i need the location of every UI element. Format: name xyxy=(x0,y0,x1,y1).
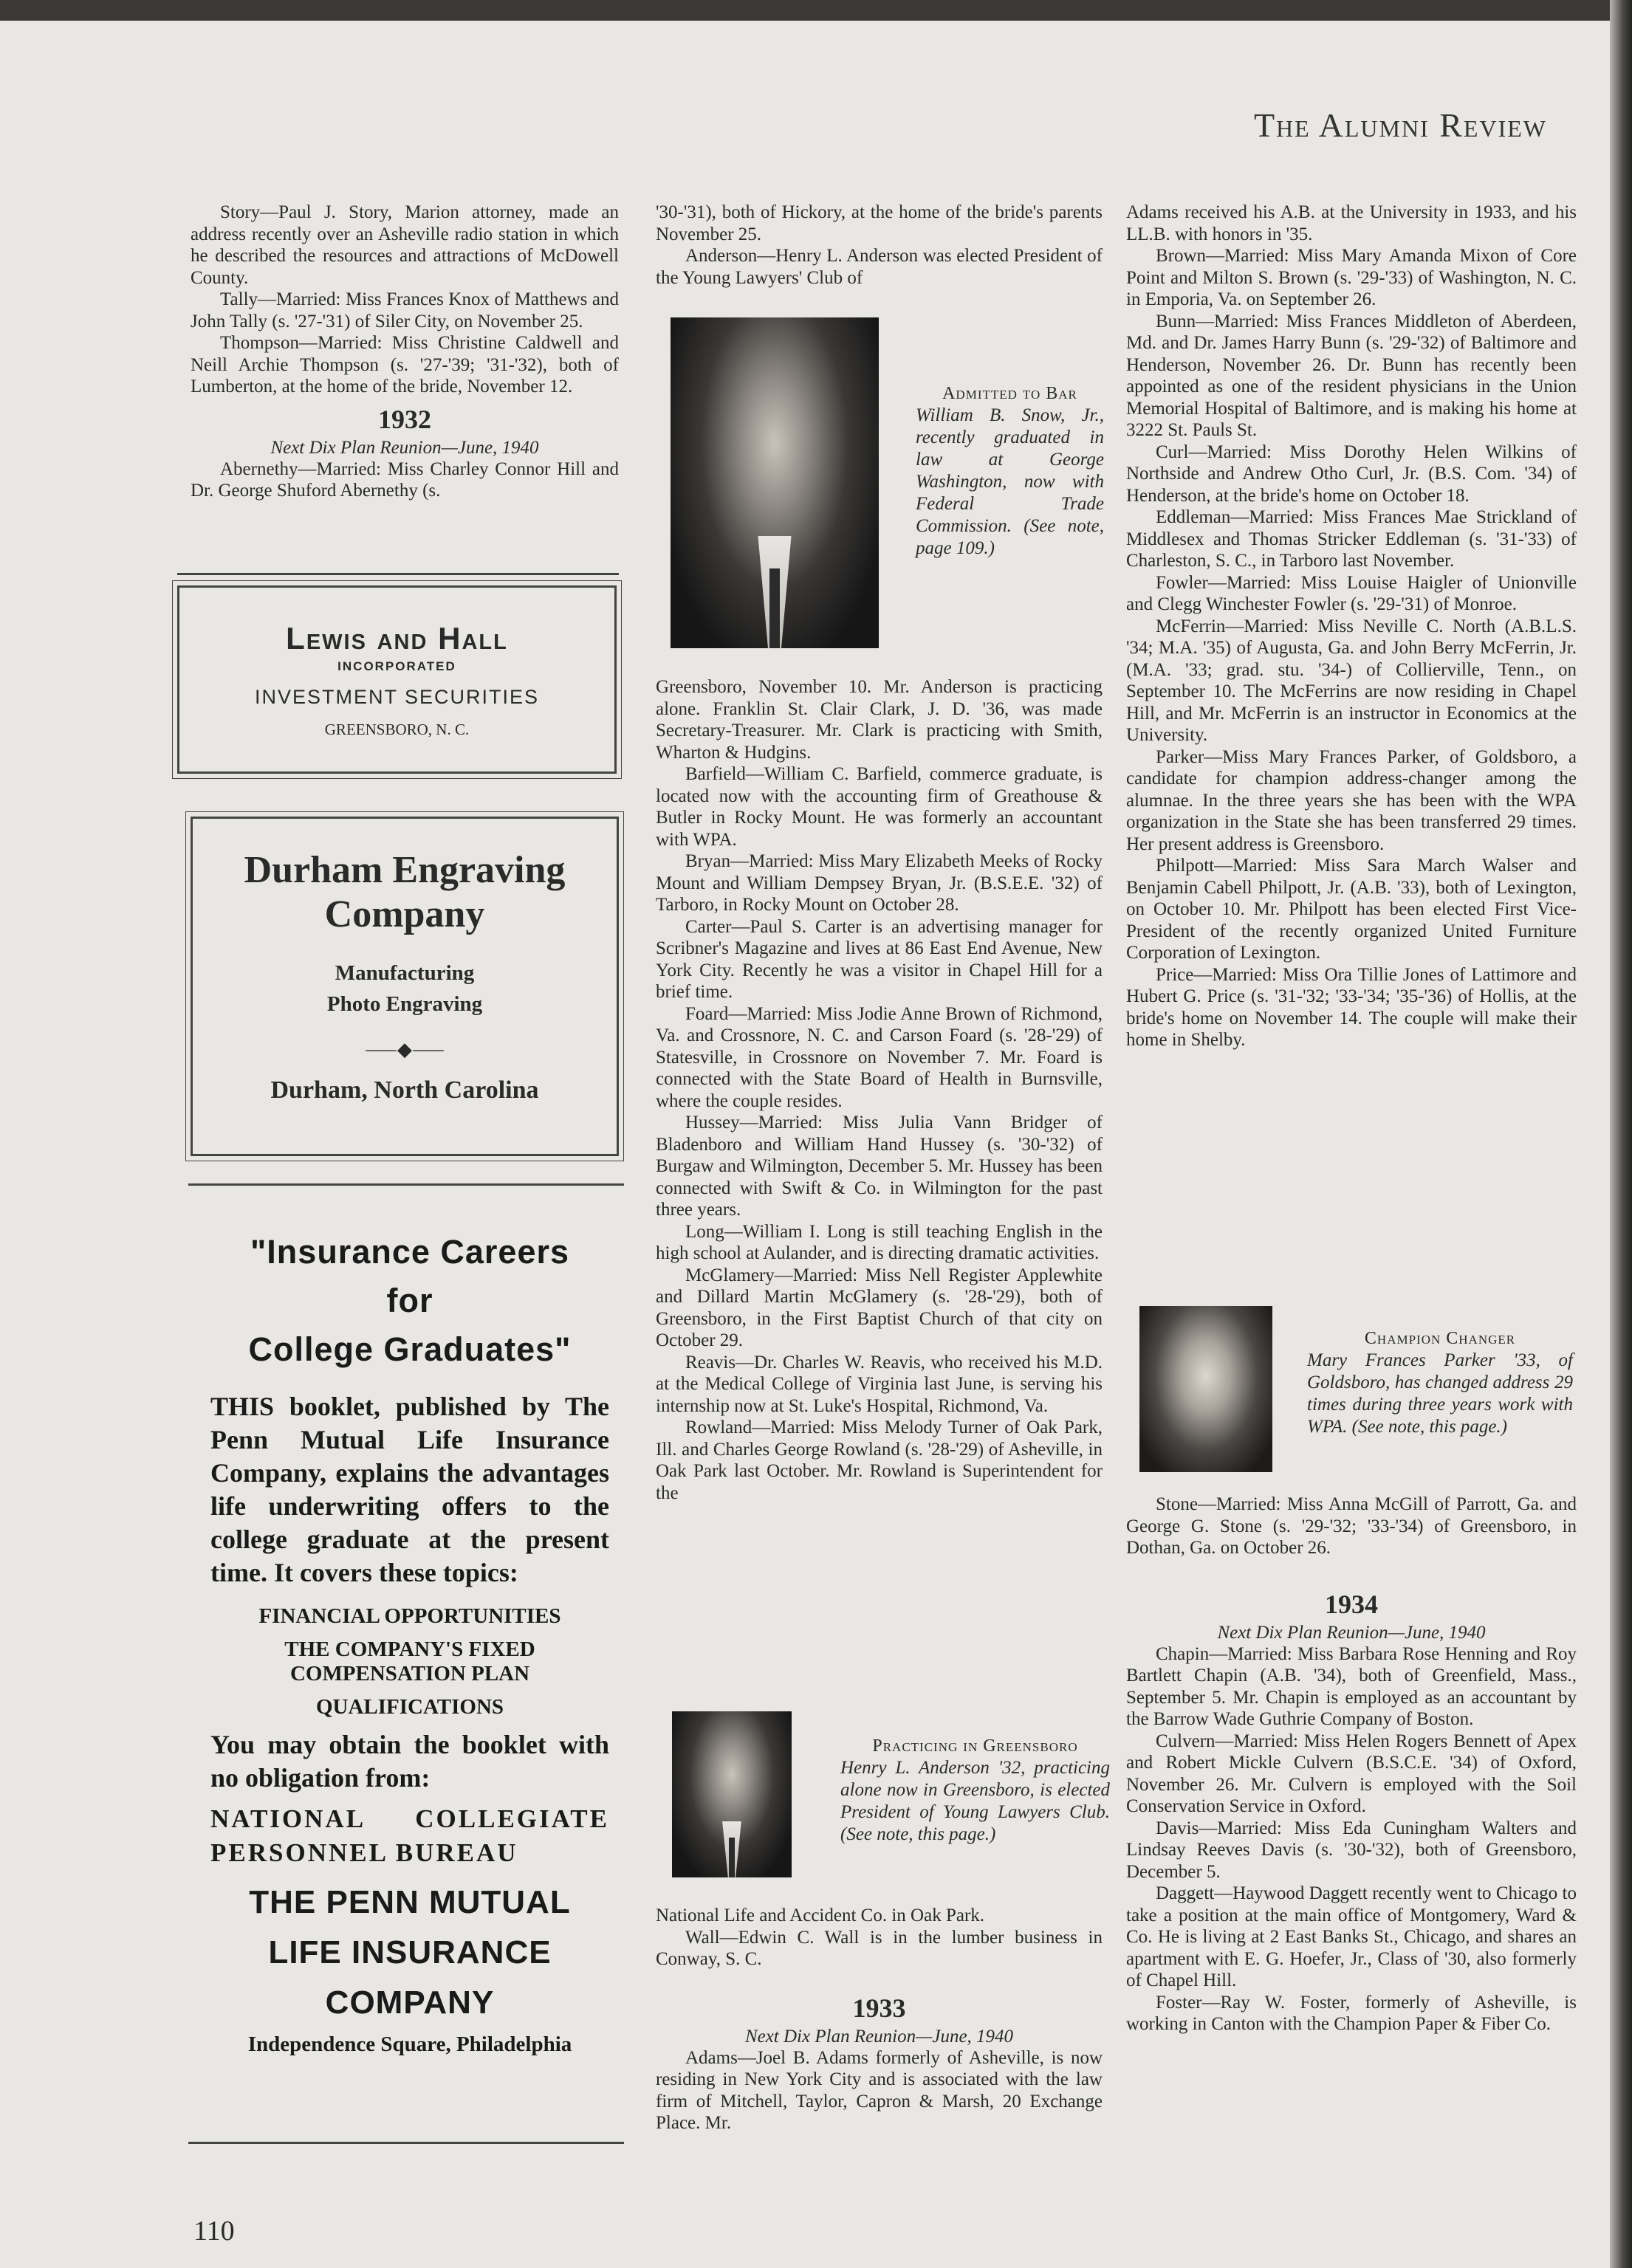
ad-headline-1: "Insurance Careers xyxy=(250,1233,570,1271)
note-foster: Foster—Ray W. Foster, formerly of Asheville, is working in Canton with the Champion Paper & Fiber Co. xyxy=(1126,1992,1577,2034)
note-long: Long—William I. Long is still teaching English in the high school at Aulander, and is directing dramatic activities. xyxy=(656,1221,1103,1263)
note-stone: Stone—Married: Miss Anna McGill of Parrott, Ga. and George G. Stone (s. '29-'32; '33-'34) of Greensboro, in Dothan, Ga. on October 26. xyxy=(1126,1494,1577,1558)
caption-title: Champion Changer xyxy=(1364,1329,1516,1348)
running-head: The Alumni Review xyxy=(1253,106,1547,144)
reunion-line-1932: Next Dix Plan Reunion—June, 1940 xyxy=(270,437,539,458)
caption-title: Practicing in Greensboro xyxy=(872,1736,1078,1756)
ad-durham-line-4: Photo Engraving xyxy=(326,992,483,1016)
column-2-continued xyxy=(656,676,1103,1504)
note-continued: National Life and Accident Co. in Oak Park. xyxy=(656,1906,985,1925)
note-continued: Adams received his A.B. at the University in 1933, and his LL.B. with honors in '35. xyxy=(1126,202,1577,244)
note-hussey: Hussey—Married: Miss Julia Vann Bridger of Bladenboro and William Hand Hussey (s. '30-'32) of Burgaw and Wilmington, December 5. Mr. Hussey has been connected with Swift & Co. in Wilmington for the past three years. xyxy=(656,1113,1103,1220)
column-3-bottom xyxy=(1126,1494,1577,2035)
year-heading-1932: 1932 xyxy=(378,404,431,434)
photo-caption xyxy=(1307,1327,1573,1438)
note-philpott: Philpott—Married: Miss Sara March Walser and Benjamin Cabell Philpott, Jr. (A.B. '33), both of Lexington, on October 10. Mr. Philpott has been elected First Vice-President of the recently organized United Furniture Corporation of Lexington. xyxy=(1126,856,1577,963)
ad-topic: QUALIFICATIONS xyxy=(315,1695,504,1719)
year-heading-1933: 1933 xyxy=(852,1993,906,2023)
note-davis: Davis—Married: Miss Eda Cuningham Walters and Lindsay Reeves Davis (s. '30-'32), both of Greensboro, December 5. xyxy=(1126,1818,1577,1882)
note-continued: Greensboro, November 10. Mr. Anderson is practicing alone. Franklin St. Clair Clark, J. D. '36, was made Secretary-Treasurer. Mr. Clark is practicing with Smith, Wharton & Hudgins. xyxy=(656,677,1103,763)
note-mcferrin: McFerrin—Married: Miss Neville C. North (A.B.L.S. '34; M.A. '35) of Augusta, Ga. and John Berry McFerrin, Jr. (M.A. '33; grad. stu. '34-) of Collierville, Tenn., on September 10. The McFerrins are now residing in Chapel Hill, and Mr. McFerrin is an instructor in Economics at the University. xyxy=(1126,616,1577,745)
note-abernethy: Abernethy—Married: Miss Charley Connor Hill and Dr. George Shuford Abernethy (s. xyxy=(191,458,619,501)
ad-address: Independence Square, Philadelphia xyxy=(247,2032,572,2056)
page-number: 110 xyxy=(193,2216,235,2247)
ornament-icon: ⸺◆⸺ xyxy=(365,1039,445,1060)
ad-topic: FINANCIAL OPPORTUNITIES xyxy=(258,1604,561,1628)
note-anderson: Anderson—Henry L. Anderson was elected President of the Young Lawyers' Club of xyxy=(656,246,1103,288)
book-spine xyxy=(1610,0,1632,2268)
ad-headline-3: College Graduates" xyxy=(248,1330,572,1368)
note-wall: Wall—Edwin C. Wall is in the lumber business in Conway, S. C. xyxy=(656,1927,1103,1969)
year-heading-1934: 1934 xyxy=(1325,1589,1378,1619)
note-story: Story—Paul J. Story, Marion attorney, made an address recently over an Asheville radio station in which he described the resources and attractions of McDowell County. xyxy=(191,202,619,288)
necktie xyxy=(729,1838,735,1877)
portrait-photo xyxy=(671,317,879,648)
divider-rule xyxy=(177,573,619,575)
ad-lewis-and-hall xyxy=(177,585,617,774)
ad-durham-name-1: Durham Engraving xyxy=(244,849,566,891)
ad-body: THIS booklet, published by The Penn Mutual Life Insurance Company, explains the advantages life underwriting offers to the college graduate at the present time. It covers these topics: xyxy=(210,1392,609,1587)
column-1 xyxy=(191,202,619,502)
ad-obtain: You may obtain the booklet with no obligation from: xyxy=(210,1730,609,1793)
note-foard: Foard—Married: Miss Jodie Anne Brown of Richmond, Va. and Crossnore, N. C. and Carson Foard (s. '28-'29) of Statesville, in Crossnore on November 7. Mr. Foard is connected with the State Board of Health in Burnsville, where the couple resides. xyxy=(656,1003,1103,1111)
caption-text: Mary Frances Parker '33, of Goldsboro, has changed address 29 times during three years work with WPA. (See note, this page.) xyxy=(1307,1350,1573,1437)
ad-topic: THE COMPANY'S FIXED COMPENSATION PLAN xyxy=(284,1638,535,1685)
divider-rule xyxy=(188,2142,624,2144)
ad-durham-location: Durham, North Carolina xyxy=(270,1076,539,1104)
portrait-photo xyxy=(1139,1306,1272,1472)
ad-lewis-name: Lewis and Hall xyxy=(286,621,508,656)
ad-durham-engraving xyxy=(191,817,619,1156)
ad-lewis-line: INVESTMENT SECURITIES xyxy=(254,686,540,708)
column-3 xyxy=(1126,202,1577,1051)
reunion-line-1933: Next Dix Plan Reunion—June, 1940 xyxy=(744,2026,1014,2047)
note-bunn: Bunn—Married: Miss Frances Middleton of Aberdeen, Md. and Dr. James Harry Bunn (s. '29-'32) of Baltimore and Henderson, November 26. Dr. Bunn has recently been appointed as one of the resident physicians in the Union Memorial Hospital of Baltimore, and is making his home at 3222 St. Pauls St. xyxy=(1126,311,1577,440)
note-carter: Carter—Paul S. Carter is an advertising manager for Scribner's Magazine and lives at 86 East End Avenue, New York City. Recently he was a visitor in Chapel Hill for a brief time. xyxy=(656,916,1103,1002)
note-thompson: Thompson—Married: Miss Christine Caldwell and Neill Archie Thompson (s. '27-'39; '31-'32), both of Lumberton, at the home of the bride, November 12. xyxy=(191,333,619,396)
note-culvern: Culvern—Married: Miss Helen Rogers Bennett of Apex and Robert Mickle Culvern (B.S.C.E. '34) of Oxford, November 26. Mr. Culvern is employed with the Soil Conservation Service in Oxford. xyxy=(1126,1731,1577,1816)
reunion-line-1934: Next Dix Plan Reunion—June, 1940 xyxy=(1217,1622,1486,1643)
divider-rule xyxy=(188,1183,624,1186)
note-barfield: Barfield—William C. Barfield, commerce graduate, is located now with the accounting firm of Greathouse & Butler in Rocky Mount. He was formerly an accountant with WPA. xyxy=(656,764,1103,850)
ad-penn-2: LIFE INSURANCE xyxy=(268,1934,552,1970)
ad-durham-line-3: Manufacturing xyxy=(335,961,475,985)
photo-caption xyxy=(916,382,1104,560)
photo-caption xyxy=(840,1735,1110,1846)
ad-penn-mutual xyxy=(210,1228,609,2057)
ad-headline-2: for xyxy=(386,1282,433,1319)
ad-bureau: NATIONAL COLLEGIATE PERSONNEL BUREAU xyxy=(210,1804,609,1867)
note-adams: Adams—Joel B. Adams formerly of Asheville, is now residing in New York City and is associated with the law firm of Mitchell, Taylor, Capron & Marsh, 20 Exchange Place. Mr. xyxy=(656,2047,1103,2133)
note-daggett: Daggett—Haywood Daggett recently went to Chicago to take a position at the main office of Montgomery, Ward & Co. He is living at 2 East Banks St., Chicago, and shares an apartment with E. G. Hoefer, Jr., Class of '30, also formerly of Chapel Hill. xyxy=(1126,1883,1577,1990)
note-fowler: Fowler—Married: Miss Louise Haigler of Unionville and Clegg Winchester Fowler (s. '29-'31) of Monroe. xyxy=(1126,572,1577,614)
note-price: Price—Married: Miss Ora Tillie Jones of Lattimore and Hubert G. Price (s. '31-'32; '33-'34; '35-'36) of Hollis, at the bride's home on November 14. The couple will make their home in Shelby. xyxy=(1126,964,1577,1050)
caption-title: Admitted to Bar xyxy=(942,384,1077,403)
note-chapin: Chapin—Married: Miss Barbara Rose Henning and Roy Bartlett Chapin (A.B. '34), both of Greenfield, Mass., September 5. Mr. Chapin is employed as an accountant by the Barrow Wade Guthrie Company of Boston. xyxy=(1126,1643,1577,1729)
ad-lewis-inc: INCORPORATED xyxy=(337,659,456,673)
ad-penn-3: COMPANY xyxy=(325,1984,495,2021)
note-bryan: Bryan—Married: Miss Mary Elizabeth Meeks of Rocky Mount and William Dempsey Bryan, Jr. (B.S.E.E. '32) of Tarboro, in Rocky Mount on October 28. xyxy=(656,851,1103,915)
note-rowland: Rowland—Married: Miss Melody Turner of Oak Park, Ill. and Charles George Rowland (s. '28-'29) of Asheville, in Oak Park last October. Mr. Rowland is Superintendent for the xyxy=(656,1418,1103,1503)
note-curl: Curl—Married: Miss Dorothy Helen Wilkins of Northside and Andrew Otho Curl, Jr. (B.S. Com. '34) of Henderson, at the bride's home on October 18. xyxy=(1126,441,1577,506)
ad-penn-1: THE PENN MUTUAL xyxy=(249,1884,571,1920)
note-eddleman: Eddleman—Married: Miss Frances Mae Strickland of Middlesex and Thomas Stricker Eddleman (s. '31-'33) of Charleston, S. C., in Tarboro last November. xyxy=(1126,507,1577,571)
column-2-bottom xyxy=(656,1905,1103,2134)
note-parker: Parker—Miss Mary Frances Parker, of Goldsboro, a candidate for champion address-changer among the alumnae. In the three years she has been with the WPA organization in the State she has been transferred 29 times. Her present address is Greensboro. xyxy=(1126,746,1577,854)
ad-lewis-city: GREENSBORO, N. C. xyxy=(324,721,470,738)
portrait-photo xyxy=(672,1711,792,1877)
note-reavis: Reavis—Dr. Charles W. Reavis, who received his M.D. at the Medical College of Virginia last June, is serving his internship now at St. Luke's Hospital, Richmond, Va. xyxy=(656,1352,1103,1416)
column-2 xyxy=(656,202,1103,289)
note-mcglamery: McGlamery—Married: Miss Nell Register Applewhite and Dillard Martin McGlamery (s. '28-'29), both of Greensboro, in the First Baptist Church of that city on October 29. xyxy=(656,1265,1103,1350)
note-continued: '30-'31), both of Hickory, at the home of the bride's parents November 25. xyxy=(656,202,1103,244)
note-brown: Brown—Married: Miss Mary Amanda Mixon of Core Point and Milton S. Brown (s. '29-'33) of Washington, N. C. in Emporia, Va. on September 26. xyxy=(1126,246,1577,309)
necktie xyxy=(769,568,780,648)
ad-durham-name-2: Company xyxy=(324,893,485,935)
caption-text: Henry L. Anderson '32, practicing alone now in Greensboro, is elected President of Young Lawyers Club. (See note, this page.) xyxy=(840,1758,1110,1844)
caption-text: William B. Snow, Jr., recently graduated in law at George Washington, now with Federal Trade Commission. (See note, page 109.) xyxy=(916,405,1104,558)
note-tally: Tally—Married: Miss Frances Knox of Matthews and John Tally (s. '27-'31) of Siler City, on November 25. xyxy=(191,289,619,331)
ad-topics xyxy=(210,1604,609,1719)
